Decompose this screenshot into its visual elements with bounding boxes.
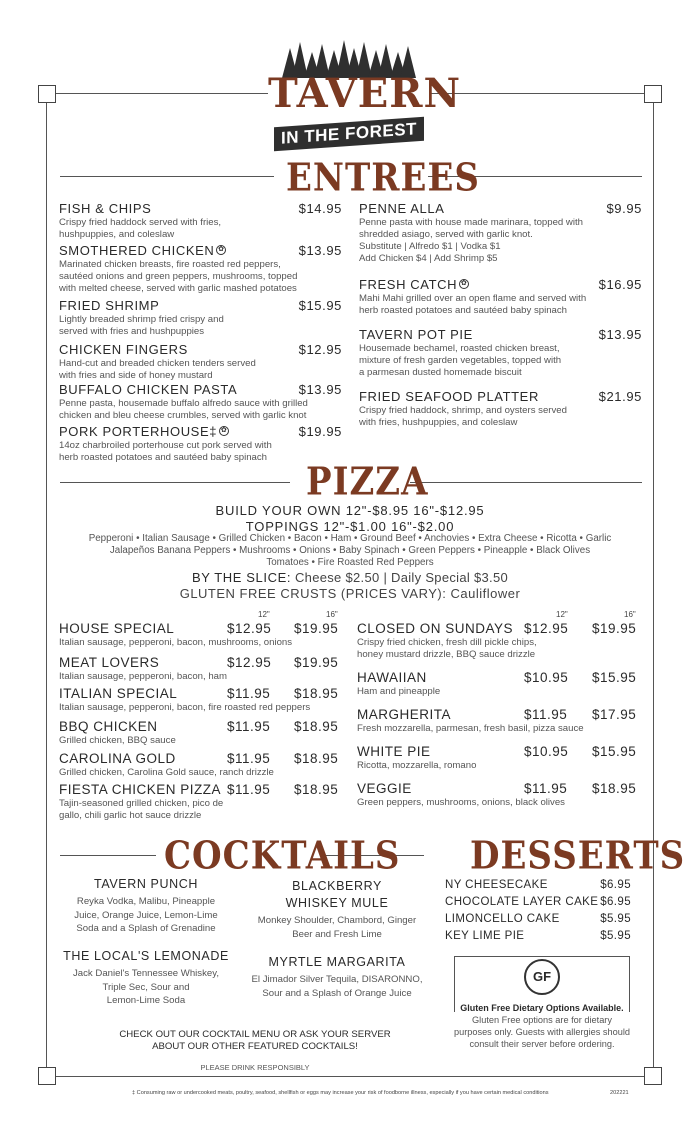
item-price: $12.95 — [298, 342, 342, 357]
pizza-description — [59, 767, 349, 779]
description-line: Grilled chicken, BBQ sauce — [59, 735, 176, 746]
menu-item — [59, 243, 342, 295]
pizza-description — [59, 702, 349, 714]
gluten-free-icon: ✿ — [220, 427, 228, 434]
pizza-item — [59, 751, 349, 779]
price-16-inch: $19.95 — [592, 621, 637, 636]
item-description — [59, 358, 342, 382]
pizza-description — [59, 671, 349, 683]
corner-ornament — [644, 1067, 662, 1085]
logo-tagline: IN THE FOREST — [274, 117, 424, 151]
pizza-item — [357, 670, 647, 698]
build-your-own: BUILD YOUR OWN 12"-$8.95 16"-$12.95 — [215, 503, 485, 518]
toppings-line: Jalapeños Banana Peppers • Mushrooms • Onions • Baby Spinach • Green Peppers • Pineapple • Black Olives — [109, 545, 591, 556]
pizza-description — [357, 686, 647, 698]
pizza-name: HAWAIIAN — [357, 670, 427, 685]
description-line: Italian sausage, pepperoni, bacon, fire roasted red peppers — [59, 702, 311, 713]
gluten-free-icon: ✿ — [460, 280, 468, 287]
item-description — [59, 398, 342, 422]
pizza-name: WHITE PIE — [357, 744, 431, 759]
price-16-inch: $19.95 — [294, 655, 339, 670]
pizza-item — [59, 655, 349, 683]
divider — [410, 482, 642, 483]
pizza-name: VEGGIE — [357, 781, 412, 796]
description-line: with fries, hushpuppies, and coleslaw — [359, 417, 518, 428]
pizza-description — [59, 637, 349, 649]
pizza-name: CLOSED ON SUNDAYS — [357, 621, 514, 636]
price-12-inch: $11.95 — [227, 751, 271, 766]
description-line: herb roasted potatoes and sautéed baby spinach — [359, 305, 568, 316]
pizza-item — [357, 744, 647, 772]
cocktail-name: THE LOCAL'S LEMONADE — [63, 949, 229, 963]
cocktail-name: TAVERN PUNCH — [94, 877, 198, 891]
description-line: shredded asiago, served with garlic knot. — [359, 229, 533, 240]
item-price: $9.95 — [606, 201, 642, 216]
pizza-item — [357, 781, 647, 809]
price-12-inch: $12.95 — [227, 621, 272, 636]
menu-item — [359, 277, 642, 317]
item-name-text: PENNE ALLA — [359, 201, 445, 216]
description-line: with fries and side of honey mustard — [59, 370, 213, 381]
description-line: sautéed onions and green peppers, mushrooms, topped — [59, 271, 298, 282]
description-line: Green peppers, mushrooms, onions, black olives — [357, 797, 565, 808]
dessert-item — [445, 913, 631, 925]
price-16-inch: $17.95 — [592, 707, 637, 722]
item-name — [359, 201, 642, 216]
price-12-inch: $11.95 — [524, 781, 568, 796]
description-line: Substitute | Alfredo $1 | Vodka $1 — [359, 241, 501, 252]
price-12-inch: $11.95 — [227, 719, 271, 734]
menu-item — [59, 382, 342, 422]
description-line: Marinated chicken breasts, fire roasted red peppers, — [59, 259, 281, 270]
menu-item — [359, 201, 642, 265]
item-price: $13.95 — [598, 327, 642, 342]
pizza-name: ITALIAN SPECIAL — [59, 686, 178, 701]
item-price: $19.95 — [298, 424, 342, 439]
pizza-name: HOUSE SPECIAL — [59, 621, 175, 636]
description-line: a parmesan dusted homemade biscuit — [359, 367, 522, 378]
cocktail-item — [56, 948, 236, 1008]
item-name-text: TAVERN POT PIE — [359, 327, 473, 342]
divider — [60, 855, 156, 856]
description-line: Crispy fried haddock served with fries, — [59, 217, 222, 228]
menu-item — [59, 424, 342, 464]
dessert-price: $5.95 — [600, 930, 631, 942]
cocktails-title: COCKTAILS — [164, 834, 401, 879]
desserts-title: DESSERTS — [470, 834, 686, 879]
gluten-free-notice: Gluten Free options are for dietary purposes only. Guests with allergies should consult their server before ordering. — [453, 1015, 630, 1049]
food-safety-disclaimer: ‡ Consuming raw or undercooked meats, poultry, seafood, shellfish or eggs may increase your risk of foodborne illness, especially if you have certain medical conditions — [132, 1090, 549, 1096]
item-price: $13.95 — [298, 382, 342, 397]
pizza-description — [357, 723, 647, 735]
dessert-name: LIMONCELLO CAKE — [445, 913, 560, 925]
pizza-item — [59, 782, 349, 822]
item-name-text: FRIED SHRIMP — [59, 298, 160, 313]
pizza-name: MEAT LOVERS — [59, 655, 160, 670]
description-line: Mahi Mahi grilled over an open flame and served with — [359, 293, 587, 304]
item-description — [359, 293, 642, 317]
item-name-text: FRIED SEAFOOD PLATTER — [359, 389, 539, 404]
cocktail-name: BLACKBERRY WHISKEY MULE — [285, 879, 389, 910]
menu-item — [59, 201, 342, 241]
item-price: $21.95 — [598, 389, 642, 404]
description-line: honey mustard drizzle, BBQ sauce drizzle — [357, 649, 536, 660]
pizza-description — [357, 760, 647, 772]
toppings-pricing: TOPPINGS 12"-$1.00 16"-$2.00 — [245, 519, 455, 534]
price-16-inch: $18.95 — [294, 686, 339, 701]
item-price: $14.95 — [298, 201, 342, 216]
entrees-title: ENTREES — [286, 156, 480, 201]
item-name-text: PORK PORTERHOUSE‡ — [59, 424, 218, 439]
cocktail-item — [244, 878, 430, 941]
cocktail-desc: Monkey Shoulder, Chambord, Ginger Beer and Fresh Lime — [257, 915, 417, 940]
gluten-free-icon: GF — [524, 959, 560, 995]
item-description — [59, 217, 342, 241]
description-line: Penne pasta, housemade buffalo alfredo sauce with grilled — [59, 398, 308, 409]
corner-ornament — [644, 85, 662, 103]
pizza-item — [357, 621, 647, 661]
menu-code: 202221 — [610, 1090, 629, 1096]
description-line: Grilled chicken, Carolina Gold sauce, ranch drizzle — [59, 767, 274, 778]
pizza-description — [59, 735, 349, 747]
pizza-description — [357, 637, 647, 661]
pizza-name: FIESTA CHICKEN PIZZA — [59, 782, 222, 797]
by-the-slice — [50, 570, 650, 585]
toppings-line: Tomatoes • Fire Roasted Red Peppers — [266, 557, 434, 568]
cocktail-item — [56, 876, 236, 936]
description-line: Italian sausage, pepperoni, bacon, ham — [59, 671, 228, 682]
gluten-free-icon: ✿ — [218, 246, 225, 253]
description-line: hushpuppies, and coleslaw — [59, 229, 175, 240]
item-price: $15.95 — [298, 298, 342, 313]
gluten-free-crusts: GLUTEN FREE CRUSTS (PRICES VARY): Cauliflower — [179, 586, 521, 601]
description-line: Tajin-seasoned grilled chicken, pico de — [59, 798, 224, 809]
pizza-description — [357, 797, 647, 809]
slice-label: BY THE SLICE: — [191, 570, 292, 585]
cocktail-item — [244, 954, 430, 1000]
menu-item — [359, 327, 642, 379]
description-line: Crispy fried chicken, fresh dill pickle chips, — [357, 637, 537, 648]
description-line: gallo, chili garlic hot sauce drizzle — [59, 810, 202, 821]
price-16-inch: $15.95 — [592, 670, 637, 685]
corner-ornament — [38, 1067, 56, 1085]
dessert-name: KEY LIME PIE — [445, 930, 525, 942]
description-line: 14oz charbroiled porterhouse cut pork served with — [59, 440, 272, 451]
dessert-item — [445, 930, 631, 942]
description-line: Fresh mozzarella, parmesan, fresh basil, pizza sauce — [357, 723, 584, 734]
dessert-price: $5.95 — [600, 913, 631, 925]
size-16-header: 16" — [326, 610, 338, 619]
cocktail-menu-note: CHECK OUT OUR COCKTAIL MENU OR ASK YOUR SERVER ABOUT OUR OTHER FEATURED COCKTAILS! — [119, 1029, 391, 1052]
item-name-text: SMOTHERED CHICKEN — [59, 243, 215, 258]
logo — [268, 38, 462, 150]
item-name-text: BUFFALO CHICKEN PASTA — [59, 382, 238, 397]
item-description — [359, 217, 642, 265]
price-16-inch: $19.95 — [294, 621, 339, 636]
price-12-inch: $10.95 — [524, 670, 569, 685]
dessert-item — [445, 879, 631, 891]
gluten-free-heading: Gluten Free Dietary Options Available. — [460, 1003, 624, 1013]
corner-ornament — [38, 85, 56, 103]
description-line: chicken and bleu cheese crumbles, served with garlic knot — [59, 410, 307, 421]
price-16-inch: $18.95 — [294, 719, 339, 734]
cocktail-name: MYRTLE MARGARITA — [268, 955, 406, 969]
price-12-inch: $11.95 — [227, 686, 271, 701]
description-line: Housemade bechamel, roasted chicken breast, — [359, 343, 560, 354]
item-description — [59, 440, 342, 464]
item-price: $16.95 — [598, 277, 642, 292]
price-16-inch: $18.95 — [592, 781, 637, 796]
pizza-item — [59, 621, 349, 649]
item-description — [359, 343, 642, 379]
menu-item — [59, 342, 342, 382]
price-12-inch: $12.95 — [524, 621, 569, 636]
pizza-item — [357, 707, 647, 735]
description-line: with melted cheese, served with garlic mashed potatoes — [59, 283, 297, 294]
pizza-name: MARGHERITA — [357, 707, 452, 722]
size-12-header: 12" — [556, 610, 568, 619]
pizza-title: PIZZA — [306, 460, 429, 505]
menu-item — [359, 389, 642, 429]
dessert-item — [445, 896, 631, 908]
description-line: Penne pasta with house made marinara, topped with — [359, 217, 583, 228]
pizza-item — [59, 719, 349, 747]
description-line: Crispy fried haddock, shrimp, and oysters served — [359, 405, 567, 416]
description-line: Ricotta, mozzarella, romano — [357, 760, 477, 771]
description-line: Italian sausage, pepperoni, bacon, mushrooms, onions — [59, 637, 293, 648]
price-16-inch: $18.95 — [294, 782, 339, 797]
item-name-text: FRESH CATCH — [359, 277, 458, 292]
cocktail-desc: Reyka Vodka, Malibu, Pineapple Juice, Orange Juice, Lemon-Lime Soda and a Splash of Grenadine — [74, 896, 218, 934]
dessert-name: NY CHEESECAKE — [445, 879, 548, 891]
dessert-price: $6.95 — [600, 879, 631, 891]
item-price: $13.95 — [298, 243, 342, 258]
description-line: mixture of fresh garden vegetables, topped with — [359, 355, 562, 366]
item-description — [359, 405, 642, 429]
logo-name: TAVERN — [268, 70, 462, 117]
description-line: Hand-cut and breaded chicken tenders served — [59, 358, 256, 369]
price-12-inch: $11.95 — [227, 782, 271, 797]
pizza-item — [59, 686, 349, 714]
description-line: herb roasted potatoes and sautéed baby spinach — [59, 452, 268, 463]
price-12-inch: $10.95 — [524, 744, 569, 759]
description-line: Add Chicken $4 | Add Shrimp $5 — [359, 253, 498, 264]
size-12-header: 12" — [258, 610, 270, 619]
description-line: Ham and pineapple — [357, 686, 441, 697]
divider — [60, 176, 274, 177]
description-line: served with fries and hushpuppies — [59, 326, 205, 337]
item-description — [59, 259, 342, 295]
slice-text: Cheese $2.50 | Daily Special $3.50 — [291, 570, 509, 585]
price-16-inch: $15.95 — [592, 744, 637, 759]
dessert-price: $6.95 — [600, 896, 631, 908]
description-line: Lightly breaded shrimp fried crispy and — [59, 314, 224, 325]
item-name-text: CHICKEN FINGERS — [59, 342, 188, 357]
cocktail-desc: El Jimador Silver Tequila, DISARONNO, Sour and a Splash of Orange Juice — [251, 974, 423, 999]
dessert-name: CHOCOLATE LAYER CAKE — [445, 896, 599, 908]
item-description — [59, 314, 342, 338]
pizza-name: BBQ CHICKEN — [59, 719, 158, 734]
pizza-name: CAROLINA GOLD — [59, 751, 176, 766]
divider — [60, 482, 290, 483]
cocktail-desc: Jack Daniel's Tennessee Whiskey, Triple Sec, Sour and Lemon-Lime Soda — [73, 968, 219, 1006]
drink-responsibly: PLEASE DRINK RESPONSIBLY — [200, 1063, 310, 1072]
item-name-text: FISH & CHIPS — [59, 201, 152, 216]
toppings-line: Pepperoni • Italian Sausage • Grilled Chicken • Bacon • Ham • Ground Beef • Anchovies • Extra Cheese • Ricotta • Garlic — [88, 533, 612, 544]
size-16-header: 16" — [624, 610, 636, 619]
pizza-description — [59, 798, 349, 822]
price-12-inch: $11.95 — [524, 707, 568, 722]
price-16-inch: $18.95 — [294, 751, 339, 766]
price-12-inch: $12.95 — [227, 655, 272, 670]
menu-item — [59, 298, 342, 338]
